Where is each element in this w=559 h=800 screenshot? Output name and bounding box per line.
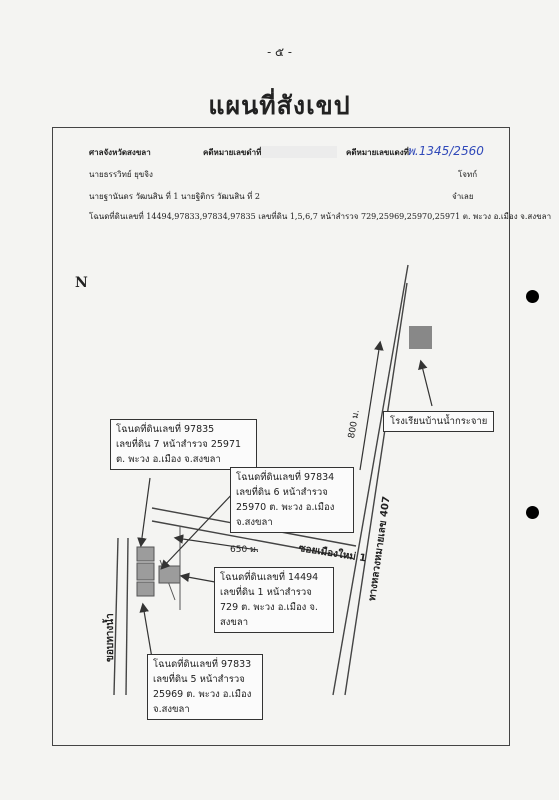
school-building [409, 326, 432, 349]
defendant-names: นายฐานันดร วัฒนสิน ที่ 1 นายฐิติกร วัฒนสิน ที่ 2 [89, 192, 260, 201]
plot-97833-label: โฉนดที่ดินเลขที่ 97833 เลขที่ดิน 5 หน้าสำรวจ 25969 ต. พะวง อ.เมือง จ.สงขลา [147, 654, 263, 720]
red-case-label: คดีหมายเลขแดงที่ [346, 147, 409, 157]
plaintiff-name: นายธรรวิทย์ ยุขจิง [89, 170, 153, 179]
binder-hole-top [526, 290, 539, 303]
page-number: - ๕ - [267, 45, 292, 59]
distance-800m: 800 ม. [346, 409, 362, 440]
plot-97834-label: โฉนดที่ดินเลขที่ 97834 เลขที่ดิน 6 หน้าสำรวจ 25970 ต. พะวง อ.เมือง จ.สงขลา [230, 467, 354, 533]
school-label: โรงเรียนบ้านน้ำกระจาย [383, 411, 494, 432]
plaintiff-role: โจทก์ [458, 170, 478, 179]
arrow-plot-14494 [182, 576, 215, 582]
plot-97835-shape [137, 547, 154, 561]
plot-14494-label: โฉนดที่ดินเลขที่ 14494 เลขที่ดิน 1 หน้าสำรวจ 729 ต. พะวง อ.เมือง จ. สงขลา [214, 567, 334, 633]
arrow-plot-97835 [141, 478, 150, 545]
plot-97835-label: โฉนดที่ดินเลขที่ 97835 เลขที่ดิน 7 หน้าสำรวจ 25971 ต. พะวง อ.เมือง จ.สงขลา [110, 419, 257, 470]
arrow-plot-97834 [162, 490, 236, 568]
court-name: ศาลจังหวัดสงขลา [89, 147, 151, 157]
north-marker: N [75, 275, 88, 291]
binder-hole-bottom [526, 506, 539, 519]
canal-label: ขอบทางน้ำ [105, 613, 116, 662]
plot-97834-shape [137, 563, 154, 580]
distance-650m: 650 ม. [230, 545, 259, 555]
arrow-school [421, 362, 432, 406]
highway-label: ทางหลวงหมายเลข 407 [366, 495, 393, 602]
red-case-number: พ.1345/2560 [407, 144, 484, 158]
soi-road-label: ซอยเมืองใหม่ 1 [297, 542, 367, 565]
arrow-800m [360, 343, 380, 470]
black-case-label: คดีหมายเลขดำที่ [203, 147, 262, 157]
plot-97833-shape [137, 582, 154, 596]
deed-list: โฉนดที่ดินเลขที่ 14494,97833,97834,97835 เลขที่ดิน 1,5,6,7 หน้าสำรวจ 729,25969,25970,25971 ต. พะวง อ.เมือง จ.สงขลา [89, 212, 552, 221]
plot-14494-shape [159, 566, 180, 583]
defendant-role: จำเลย [452, 192, 474, 201]
page-title: แผนที่สังเขป [208, 91, 351, 120]
